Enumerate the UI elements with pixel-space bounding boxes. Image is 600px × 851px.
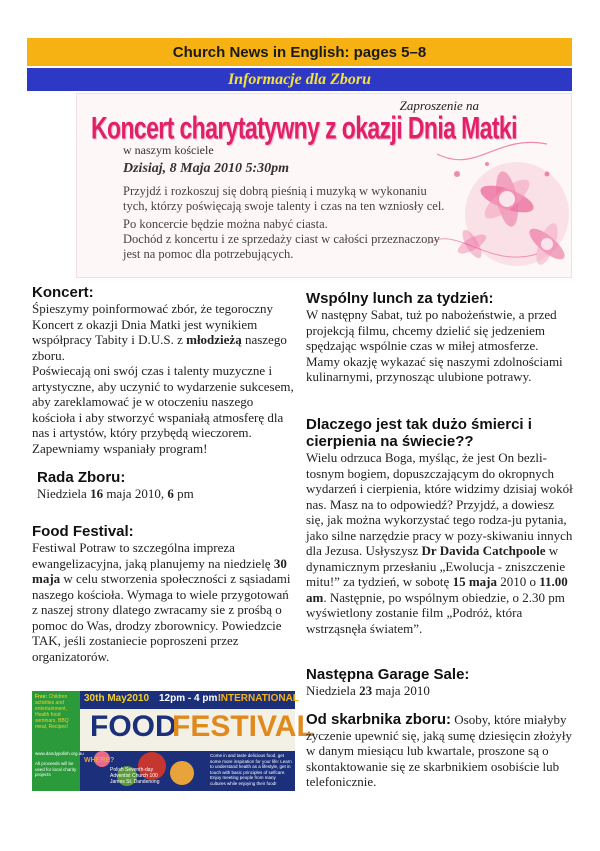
food-festival-poster <box>32 691 315 791</box>
section-header-bar <box>27 38 572 66</box>
banner-body-text-3: Dochód z koncertu i ze sprzedaży ciast w całości przeznaczony jest na pomoc dla potrzebujących. <box>123 232 440 261</box>
poster-free-list: Free: Children activities and entertainment, Health food seminars, BBQ meal, Recipes! <box>35 694 69 730</box>
rada-section <box>37 469 299 502</box>
rada-heading: Rada Zboru: <box>37 469 126 486</box>
skarbnik-heading: Od skarbnika zboru: <box>306 711 452 728</box>
garage-sale-heading: Następna Garage Sale: <box>306 666 470 683</box>
poster-international: INTERNATIONAL <box>218 693 299 704</box>
banner-body-text-1: Przyjdź i rozkoszuj się dobrą pieśnią i muzyką w wykonaniu tych, którzy poświęcają swoje talenty i czas na ten wzniosły cel. <box>123 184 445 213</box>
koncert-heading: Koncert: <box>32 284 94 301</box>
poster-invitation-text: Come in and taste delicious food, get some more inspiration for your life: Learn to understand health as a lifestyle, get in touch with basic principles of selfcare. Enjoy meeting people from many cultures while enjoying their food! <box>210 753 292 786</box>
poster-food-word: FOOD <box>90 710 177 743</box>
skarbnik-section <box>306 712 574 790</box>
poster-url: www.dandypolish.org.au <box>35 751 84 756</box>
poster-festival-word: FESTIVAL <box>172 710 315 743</box>
subsection-header-text: Informacje dla Zboru <box>227 70 372 88</box>
banner-body-text-2: Po koncercie będzie można nabyć ciasta. <box>123 217 328 231</box>
koncert-paragraph-1: Śpieszymy poinformować zbór, że tegoroczny Koncert z okazji Dnia Matki jest wynikiem współpracy Tabity i D.U.S. z młodzieżą naszego zboru. <box>32 301 287 363</box>
koncert-section <box>32 284 294 456</box>
poster-where: WHERE? <box>84 757 115 764</box>
banner-title: Koncert charytatywny z okazji Dnia Matki <box>91 110 517 146</box>
skarbnik-paragraph: Od skarbnika zboru: Osoby, które miałyby życzenie upewnić się, jaką sumę dziesięcin złożyły w danym miesiącu lub kwartale, proszone są o skontaktowanie się ze skarbnikiem osobiście lub telefonicznie. <box>306 711 573 789</box>
dlaczego-section <box>306 416 574 636</box>
food-festival-text: Festiwal Potraw to szczególna impreza ewangelizacyjna, jaką planujemy na niedzielę 30 maja w celu stworzenia społeczności z sąsiadami naszego kościoła. Wymaga to wiele przygotowań z naszej strony dlatego zwracamy sie z prośbą o pomoc do Was, drodzy zborownicy. Powiedzcie TAK, jeśli zostaniecie poproszeni przez organizatorów. <box>32 540 291 664</box>
poster-address: Polish Seventh-day Adventist Church 100 James St. Dandenong <box>110 767 160 785</box>
poster-date: 30th May2010 <box>84 693 150 704</box>
dlaczego-text: Wielu odrzuca Boga, myśląc, że jest On bezli-tosnym bogiem, dopuszczającym do okropnych wydarzeń i cierpienia, które widzimy dzisiaj wokół nas. Masz na to odpowiedź? Przyjdź, a dowiesz się, jak można wykorzystać tego rodza-ju pytania, jako silne narzędzie pracy w pozy-skiwaniu innych dla Jezusa. Usłyszysz Dr Davida Catchpoole w dynamicznym przesłaniu „Ewolucja - zniszczenie mitu!” za tydzień, w sobotę 15 maja 2010 o 11.00 am. Następnie, po wspólnym obiedzie, o 2.30 pm wyświetlony zostanie film „Podróż, która wstrząsnęła światem”. <box>306 450 573 636</box>
poster-proceeds: All proceeds will be used for local charity projects <box>35 761 77 777</box>
dlaczego-heading: Dlaczego jest tak dużo śmierci i cierpienia na świecie?? <box>306 416 532 450</box>
lunch-section <box>306 290 574 385</box>
concert-banner <box>76 93 572 278</box>
banner-body <box>123 184 453 265</box>
rada-text: Niedziela 16 maja 2010, 6 pm <box>37 486 194 501</box>
food-festival-heading: Food Festival: <box>32 523 134 540</box>
banner-place: w naszym kościele <box>123 143 214 157</box>
poster-time: 12pm - 4 pm <box>159 693 218 704</box>
food-festival-section <box>32 523 294 664</box>
banner-date: Dzisiaj, 8 Maja 2010 5:30pm <box>123 161 290 176</box>
lunch-heading: Wspólny lunch za tydzień: <box>306 290 494 307</box>
koncert-paragraph-2: Poświecają oni swój czas i talenty muzyczne i artystyczne, aby uczynić to wydarzenie sukcesem, aby zareklamować je w otoczeniu naszego kościoła i aby stworzyć wspaniałą atmosferę dla nas i artystów, który przybędą wieczorem. Zapewniamy wspaniały program! <box>32 363 294 456</box>
section-header-text: Church News in English: pages 5–8 <box>172 43 427 61</box>
subsection-header-bar <box>27 68 572 91</box>
banner-invitation: Zaproszenie na <box>399 98 479 113</box>
garage-sale-section <box>306 666 574 699</box>
lunch-text: W następny Sabat, tuż po nabożeństwie, a przed projekcją filmu, chcemy dzielić się jedzeniem spędzając wspólnie czas w miłej atmosferze. Mamy okazję wykazać się naszymi zdolnościami kulinarnymi, przynosząc ulubione potrawy. <box>306 307 563 384</box>
garage-sale-text: Niedziela 23 maja 2010 <box>306 683 430 698</box>
